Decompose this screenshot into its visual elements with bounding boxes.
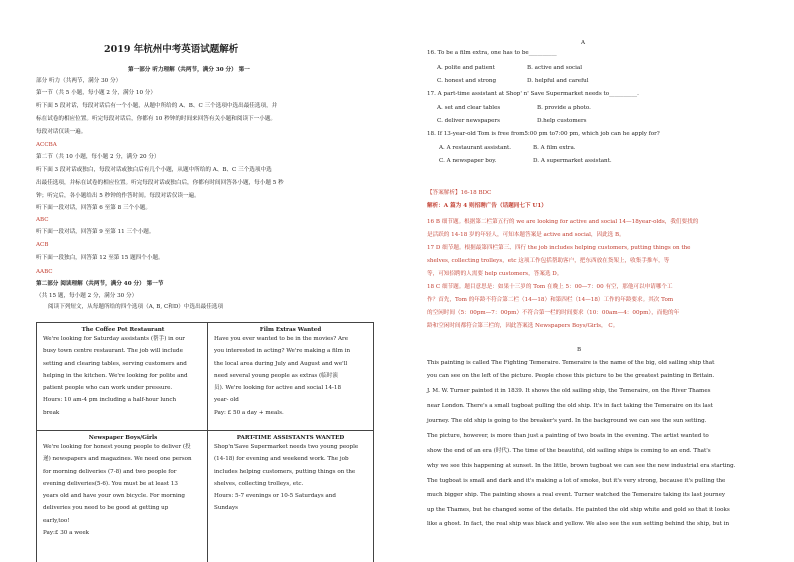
passage-line: near London. There's a small tugboat pulling the old ship. It's in fact taking the Temeraire on its last: [427, 403, 713, 409]
ad-line: year- old: [214, 397, 239, 404]
analysis-line: 18 C 细节题。题目意思是：如果十三岁的 Tom 在晚上 5：00—7：00 有空，那他可以申请哪个工: [427, 284, 673, 290]
body-line: 标在试卷的相应位置。听完每段对话后，你都有 10 秒钟的时间来回答有关小题和阅读下一小题。: [36, 116, 277, 122]
analysis-line: 17 D 细节题。根据最第四栏第三、四行 the job includes helping customers, putting things on the: [427, 245, 691, 251]
section1-header: 第一部分 听力理解（共两节，满分 30 分） 第一: [128, 67, 250, 73]
document-title: 2019 年杭州中考英语试题解析: [104, 44, 239, 55]
ad-line: Sundays: [214, 505, 238, 512]
body-line: 阅读下列短文，从每题所给的四个选项（A, B, C和D）中选出最佳选项: [48, 304, 224, 310]
ad-title: PART-TIME ASSISTANTS WANTED: [236, 435, 345, 441]
ad-body: [37, 441, 209, 539]
body-line: 听下面一段对话，回答第 9 至第 11 三个小题。: [36, 229, 155, 235]
passage-line: J. M. W. Turner painted it in 1839. It shows the old sailing ship, the Temeraire, on the River Thames: [427, 388, 711, 394]
q18-option: A. A restaurant assistant.: [439, 145, 512, 151]
analysis-line: 作？首先，Tom 的年龄不符合第二栏（14—18）和第四栏（14—18）工作的年龄要求。其次 Tom: [427, 297, 674, 303]
passage-line: journey. The old ship is going to the breaker's yard. In the background we can see the sun setting.: [427, 418, 707, 424]
ad-title: The Coffee Pot Restaurant: [81, 327, 165, 333]
analysis-line: 的空闲时间（5：00pm—7：00pm）不符合第一栏的时间要求（10：00am—4：00pm），而他的年: [427, 310, 680, 316]
section-b-label: B: [577, 347, 582, 353]
ad-line: early,too!: [43, 517, 70, 524]
ad-line: Pay: £ 50 a day + meals.: [214, 409, 284, 416]
passage-line: up the Thames, but he changed some of the details. He painted the old ship white and gold so that it looks: [427, 507, 730, 513]
passage-line: The tugboat is small and dark and it's making a lot of smoke, but it's very strong, because it's pulling the: [427, 478, 726, 484]
ad-line: 递) newspapers and magazines. We need one person: [43, 456, 192, 463]
ad-line: 员). We're looking for active and social 14-18: [214, 385, 342, 392]
ad-line: includes helping customers, putting things on the: [214, 468, 356, 475]
ad-line: the local area during July and August and we'll: [214, 360, 348, 367]
ad-line: Pay:£ 30 a week: [43, 530, 90, 537]
ad-line: you interested in acting? We're making a film in: [214, 348, 351, 355]
ad-line: setting and clearing tables, serving customers and: [43, 360, 187, 367]
ad-title: Film Extras Wanted: [259, 327, 322, 333]
ad-newspaper: [36, 430, 210, 562]
ad-line: Have you ever wanted to be in the movies? Are: [214, 336, 349, 342]
body-line: ACB: [36, 242, 49, 248]
ad-line: evening deliveries(5-6). You must be at least 13: [43, 480, 178, 487]
body-line: 听下面一段对话，回答第 6 至第 8 三个小题。: [36, 205, 151, 211]
body-line: 听下面 5 段对话，每段对话后有一个小题，从题中所给的 A、B、C 三个选项中选出最佳选项，并: [36, 103, 278, 109]
q17-option: D.help customers: [537, 118, 587, 124]
ad-line: Shop'n'Save Supermarket needs two young people: [214, 444, 359, 450]
body-line: 部分 听力（共两节，满分 30 分）: [36, 78, 122, 84]
body-line: 听下面 3 段对话或独白，每段对话或独白后有几个小题，从题中所给的 A、B、C 三个选项中选: [36, 167, 272, 173]
ad-body: [208, 333, 373, 419]
ad-line: We're looking for Saturday assistants (帮手) in our: [43, 336, 185, 342]
body-line: （共 15 题，每小题 2 分，满分 30 分）: [36, 293, 138, 299]
ad-line: Hours: 5-7 evenings or 10-5 Saturdays and: [214, 493, 336, 500]
body-line: 第一节（共 5 小题，每小题 2 分，满分 10 分）: [36, 90, 156, 96]
ad-film-extras: [207, 322, 374, 432]
ad-body: [37, 333, 209, 419]
q16-option: B. active and social: [527, 65, 583, 71]
ad-line: Hours: 10 am-4 pm including a half-hour lunch: [43, 397, 177, 404]
ad-line: (14-18) for evening and weekend work. The job: [214, 456, 349, 463]
analysis-line: 16 B 细节题。根据第二栏第五行的 we are looking for active and social 14—18year-olds，我们要找的: [427, 219, 699, 225]
q18-option: C. A newspaper boy.: [439, 158, 497, 164]
passage-line: This painting is called The Fighting Temeraire. Temeraire is the name of the big, old sailing ship that: [427, 360, 715, 366]
q18-option: B. A film extra.: [533, 145, 576, 151]
question-18: 18. If 13-year-old Tom is free from5:00 pm to7:00 pm, which job can he apply for?: [427, 131, 660, 137]
ad-line: break: [43, 409, 60, 416]
q16-option: A. polite and patient: [437, 65, 495, 71]
ad-line: busy town centre restaurant. The job will include: [43, 348, 183, 355]
answer-header: 【答案解析】16-18 BDC: [427, 190, 492, 196]
ad-line: need several young people as extras (临时演: [214, 372, 338, 379]
ad-line: shelves, collecting trolleys, etc.: [214, 480, 304, 487]
ad-line: patient people who can work under pressure.: [43, 385, 173, 392]
q17-option: A. set and clear tables: [437, 105, 501, 111]
right-page: [397, 0, 794, 562]
q16-option: D. helpful and careful: [527, 78, 589, 84]
passage-line: you can see on the left of the picture. People chose this picture to be the greatest painting in Britain.: [427, 373, 715, 379]
ad-coffee-pot: [36, 322, 210, 432]
ad-line: helping in the kitchen. We're looking for polite and: [43, 372, 188, 379]
passage-line: why we see this happening at sunset. In the little, brown tugboat we can see the new industrial era starting.: [427, 463, 736, 469]
body-line: 钟；听完后，各小题给出 5 秒钟的作答时间。每段对话仅读一遍。: [36, 193, 200, 199]
body-line: 听下面一段独白，回答第 12 至第 15 题四个小题。: [36, 255, 164, 261]
passage-line: show the end of an era (时代). The time of the beautiful, old sailing ships is coming to an end. That's: [427, 448, 711, 454]
section-a-label: A: [581, 40, 586, 46]
passage-line: like a ghost. In fact, the real ship was black and yellow. We also see the sun setting behind the ship, but in: [427, 521, 730, 527]
passage-line: much bigger ship. The painting shows a real event. Turner watched the Temeraire taking its last journey: [427, 492, 726, 498]
ad-title: Newspaper Boys/Girls: [88, 435, 158, 441]
ad-line: years old and have your own bicycle. For morning: [43, 493, 186, 500]
ad-body: [208, 441, 373, 515]
ad-line: We're looking for honest young people to deliver (投: [43, 444, 191, 450]
body-line: 每段对话仅读一遍。: [36, 129, 87, 135]
body-line: 第二部分 阅读理解（共两节，满分 40 分） 第一节: [36, 281, 164, 287]
q17-option: C. deliver newspapers: [437, 118, 500, 124]
passage-line: The picture, however, is more than just a painting of two boats in the evening. The artist wanted to: [427, 433, 709, 439]
question-17: 17. A part-time assistant at Shop' n' Save Supermarket needs to__________.: [427, 91, 639, 97]
analysis-line: 是活跃的 14-18 岁的年轻人，可知本题答案是 active and social，因此选 B。: [427, 232, 625, 238]
body-line: ACCBA: [36, 142, 57, 148]
ad-part-time: [207, 430, 374, 562]
q17-option: B. provide a photo.: [537, 105, 591, 111]
body-line: ABC: [36, 217, 49, 223]
question-16: 16. To be a film extra, one has to be__________: [427, 50, 557, 56]
body-line: 第二节（共 10 小题，每小题 2 分，满分 20 分）: [36, 154, 160, 160]
analysis-line: 龄和空闲时间都符合第三栏的，因此答案选 Newspapers Boys/Girls， C。: [427, 323, 619, 329]
analysis-line: shelves, collecting trolleys，etc 这项工作包括帮助客户，把东西放在货架上，收集手推车，等: [427, 258, 670, 264]
answer-subheader: 解析：A 篇为 4 则招聘广告（话题同七下 U1）: [427, 203, 547, 209]
q16-option: C. honest and strong: [437, 78, 497, 84]
ad-line: deliveries you need to be good at getting up: [43, 505, 169, 512]
body-line: AABC: [36, 269, 53, 275]
body-line: 出最佳选项，并标在试卷的相应位置。听完每段对话或独白后，你都有时间回答各小题，每小题 5 秒: [36, 180, 284, 186]
analysis-line: 等，可知招聘的人需要 help customers，答案选 D。: [427, 271, 563, 277]
q18-option: D. A supermarket assistant.: [533, 158, 612, 164]
ad-line: for morning deliveries (7-8) and two people for: [43, 468, 177, 475]
